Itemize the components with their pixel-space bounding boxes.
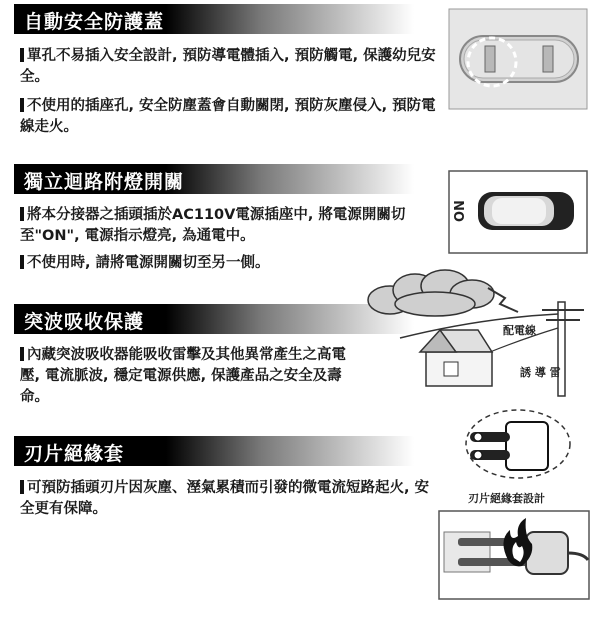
insulated-plug-illustration [456,404,580,484]
safety-outlet-illustration [448,8,588,110]
bullet-mark [20,207,24,221]
section-1-paragraph-2: 不使用的插座孔, 安全防塵蓋會自動關閉, 預防灰塵侵入, 預防電線走火。 [20,98,436,135]
section-4-paragraph-1: 可預防插頭刃片因灰塵、溼氣累積而引發的微電流短路起火, 安全更有保障。 [20,480,430,517]
bullet-mark [20,480,24,494]
section-3-header [14,304,414,334]
sleeve-design-caption: 刃片絕緣套設計 [468,492,545,505]
induced-lightning-label: 誘 導 雷 [520,366,561,379]
power-switch-illustration [448,170,588,254]
bullet-mark [20,98,24,112]
section-3-paragraph-1: 內藏突波吸收器能吸收雷擊及其他異常產生之高電壓, 電流脈波, 穩定電源供應, 保護產品之安全及壽命。 [20,347,346,405]
bullet-mark [20,255,24,269]
section-1-title: 自動安全防護蓋 [24,11,165,33]
section-1-header [14,4,414,34]
section-2-title: 獨立迴路附燈開關 [24,171,185,193]
section-4-header [14,436,414,466]
section-1-paragraph-1: 單孔不易插入安全設計, 預防導電體插入, 預防觸電, 保護幼兒安全。 [20,48,436,85]
bullet-mark [20,48,24,62]
switch-on-label: ON [453,200,468,222]
section-2-paragraph-2: 不使用時, 請將電源開關切至另一側。 [20,253,440,274]
section-2-paragraph-1: 將本分接器之插頭插於AC110V電源插座中, 將電源開關切至"ON", 電源指示燈亮, 為通電中。 [20,207,406,244]
power-line-label: 配電線 [503,324,536,337]
section-3-title: 突波吸收保護 [24,311,145,333]
section-4-title: 刃片絕緣套 [24,443,125,465]
short-circuit-fire-illustration [438,510,590,600]
bullet-mark [20,347,24,361]
section-2-header [14,164,414,194]
